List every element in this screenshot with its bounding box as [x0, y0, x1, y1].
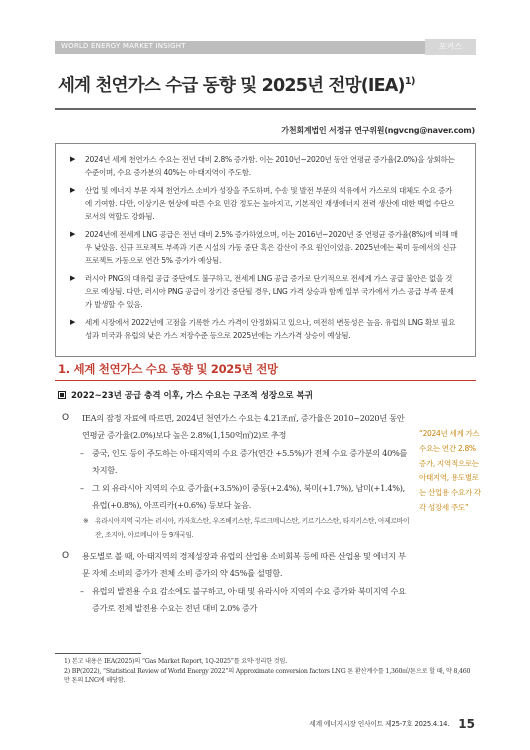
- triangle-bullet-icon: ▶: [70, 230, 76, 238]
- summary-box: [55, 143, 476, 357]
- triangle-bullet-icon: ▶: [70, 274, 76, 282]
- square-bullet-icon: [58, 391, 66, 399]
- body-text: [58, 410, 412, 617]
- summary-text: 산업 및 에너지 부문 자체 천연가스 소비가 성장을 주도하며, 수송 및 발전 부문의 석유에서 가스로의 대체도 수요 증가에 기여함. 다만, 이상기온 현상에 따른 수요 민감 정도는 높아지고, 기본적인 재생에너지 전력 생산에 대한 백업 수단으로서의 역할도 강화됨.: [85, 186, 455, 221]
- note-text: 유라시아지역 국가는 러시아, 카자흐스탄, 우즈베키스탄, 투르크메니스탄, 키르기스스탄, 타지키스탄, 아제르바이잔, 조지아, 아르메니아 등 9개국임.: [95, 517, 410, 539]
- section-divider: [55, 380, 476, 381]
- footnote: 1) 본고 내용은 IEA(2025)의 “Gas Market Report, 1Q-2025”를 요약·정리한 것임.: [64, 658, 287, 665]
- header-tag: 포커스: [425, 39, 476, 55]
- page-footer: [309, 713, 475, 732]
- summary-item: [70, 272, 459, 311]
- section-title: 1. 세계 천연가스 수요 동향 및 2025년 전망: [58, 362, 278, 376]
- summary-item: [70, 184, 459, 223]
- subpoint-text: 중국, 인도 등이 주도하는 아·태지역의 수요 증가(연간 +5.5%)가 전체 수요 증가분의 40%를 차지함.: [92, 448, 408, 475]
- subsection-heading-text: 2022~23년 공급 충격 이후, 가스 수요는 구조적 성장으로 복귀: [71, 391, 313, 401]
- summary-text: 러시아 PNG의 대유럽 공급 중단에도 불구하고, 전세계 LNG 공급 증가로 단기적으로 전세계 가스 공급 불안은 없을 것으로 예상됨. 다만, 러시아 PNG 공급이 장기간 중단될 경우, LNG 가격 상승과 함께 일부 국가에서 가스 공급 부족 문제가 발생할 수 있음.: [85, 274, 454, 309]
- footer-label: 세계 에너지시장 인사이트 제25-7호 2025.4.14.: [309, 720, 450, 728]
- body-subpoint: [58, 583, 412, 617]
- reference-mark-icon: ※: [83, 517, 89, 525]
- title-footnote-ref: 1): [404, 76, 415, 88]
- body-note: [58, 514, 412, 542]
- page-number: 15: [458, 717, 475, 731]
- title-divider: [55, 108, 476, 110]
- body-subpoint: [58, 445, 412, 479]
- summary-item: [70, 228, 459, 267]
- body-paragraph: [58, 410, 412, 444]
- header-bar: [55, 41, 476, 54]
- summary-text: 2024년 세계 천연가스 수요는 전년 대비 2.8% 증가함. 이는 2010년~2020년 동안 연평균 증가율(2.0%)을 상회하는 수준이며, 수요 증가분의 40%는 아·태지역이 주도함.: [85, 155, 455, 177]
- triangle-bullet-icon: ▶: [70, 318, 76, 326]
- title-text: 세계 천연가스 수급 동향 및 2025년 전망(IEA): [58, 76, 405, 96]
- circle-bullet-icon: O: [62, 413, 69, 423]
- summary-text: 2024년에 전세계 LNG 공급은 전년 대비 2.5% 증가하였으며, 이는 2016년~2020년 중 연평균 증가율(8%)에 비해 매우 낮았음. 신규 프로젝트 부족과 기존 시설의 가동 중단 혹은 감산이 주요 원인이었음. 2025년에는 북미 등에서의 신규 프로젝트 가동으로 연간 5% 증가가 예상됨.: [85, 230, 458, 265]
- summary-item: [70, 316, 459, 342]
- page-title: [58, 72, 415, 97]
- subsection-heading: [58, 389, 313, 401]
- subpoint-text: 그 외 유라시아 지역의 수요 증가율(+3.5%)이 중동(+2.4%), 북미(+1.7%), 남미(+1.4%), 유럽(+0.8%), 아프리카(+0.6%) 등보다 높음.: [92, 483, 405, 510]
- triangle-bullet-icon: ▶: [70, 155, 76, 163]
- dash-bullet-icon: –: [80, 586, 84, 596]
- dash-bullet-icon: –: [80, 448, 84, 458]
- summary-text: 세계 시장에서 2022년에 고점을 기록한 가스 가격이 안정화되고 있으나, 여전히 변동성은 높음. 유럽의 LNG 확보 필요성과 미국과 유럽의 낮은 가스 저장수준 등으로 2025년에는 가스가격 상승이 예상됨.: [85, 318, 455, 340]
- subpoint-text: 유럽의 발전용 수요 감소에도 불구하고, 아·태 및 유라시아 지역의 수요 증가와 북미지역 수요 증가로 전체 발전용 수요는 전년 대비 2.0% 증가: [92, 586, 406, 613]
- circle-bullet-icon: O: [62, 551, 69, 561]
- header-section-label: WORLD ENERGY MARKET INSIGHT: [61, 42, 186, 50]
- side-callout: “2024년 세계 가스 수요는 연간 2.8% 증가, 지역적으로는 아태지역, 용도별로는 산업용 수요가 각각 성장세 주도”: [419, 429, 481, 512]
- summary-item: [70, 153, 459, 179]
- author-line: 가천회계법인 서정규 연구위원(ngvcng@naver.com): [281, 126, 475, 135]
- footnotes: [55, 657, 476, 686]
- paragraph-text: 용도별로 볼 때, 아·태지역의 경제성장과 유럽의 산업용 소비회복 등에 따른 산업용 및 에너지 부문 자체 소비의 증가가 전체 소비 증가의 약 45%를 설명함.: [82, 551, 406, 578]
- body-subpoint: [58, 480, 412, 514]
- footnote: 2) BP(2022), “Statistical Review of World Energy 2022”의 Approximate conversion factors LNG 톤 환산계수를 1,360㎥/톤으로 할 때, 약 8,460만 톤의 LNG에 해당함.: [64, 667, 471, 684]
- body-paragraph: [58, 548, 412, 582]
- paragraph-text: IEA의 잠정 자료에 따르면, 2024년 천연가스 수요는 4.21조㎥, 증가율은 2010~2020년 동안 연평균 증가율(2.0%)보다 높은 2.8%(1,150억㎥)2)로 추정: [82, 413, 405, 440]
- dash-bullet-icon: –: [80, 483, 84, 493]
- footnote-divider: [55, 653, 141, 654]
- triangle-bullet-icon: ▶: [70, 186, 76, 194]
